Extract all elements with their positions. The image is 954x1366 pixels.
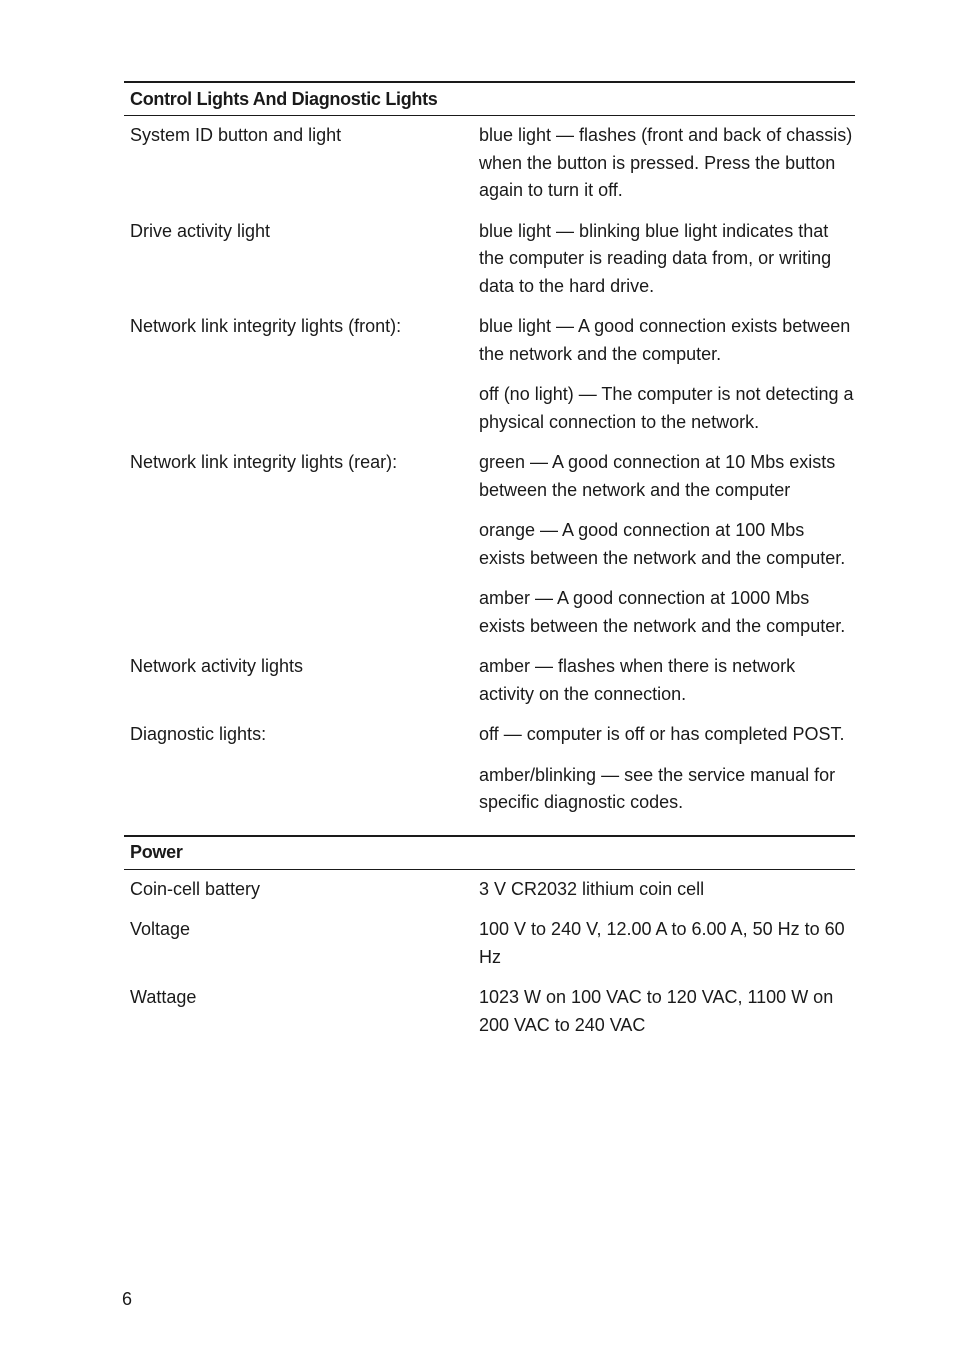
spec-values (479, 449, 855, 640)
spec-row-system-id (124, 122, 855, 205)
spec-values (479, 122, 855, 205)
spec-value: amber/blinking — see the service manual for specific diagnostic codes. (479, 764, 836, 812)
spec-row-voltage (124, 916, 855, 971)
spec-value: 100 V to 240 V, 12.00 A to 6.00 A, 50 Hz to 60 Hz (479, 919, 845, 967)
spec-label: Wattage (130, 987, 197, 1007)
spec-value: 3 V CR2032 lithium coin cell (479, 878, 705, 899)
spec-values (479, 984, 855, 1039)
spec-value: blue light — flashes (front and back of chassis) when the button is pressed. Press the button again to turn it off. (479, 125, 853, 200)
page-number: 6 (122, 1289, 133, 1309)
spec-values (479, 916, 855, 971)
spec-rows (124, 870, 855, 1040)
spec-value: off — computer is off or has completed POST. (479, 724, 845, 744)
spec-value: off (no light) — The computer is not detecting a physical connection to the network. (479, 384, 854, 432)
spec-row-coin-cell (124, 876, 855, 904)
spec-row-drive-activity (124, 218, 855, 301)
spec-value: orange — A good connection at 100 Mbs exists between the network and the computer. (479, 520, 846, 568)
spec-value: blue light — blinking blue light indicates that the computer is reading data from, or writing data to the hard drive. (479, 220, 832, 296)
spec-value: amber — A good connection at 1000 Mbs exists between the network and the computer. (479, 588, 846, 636)
spec-row-network-activity (124, 653, 855, 708)
spec-values (479, 313, 855, 436)
spec-document (124, 81, 855, 1039)
spec-value: blue light — A good connection exists between the network and the computer. (479, 316, 851, 364)
spec-rows (124, 116, 855, 817)
section-control-lights (124, 81, 855, 817)
spec-row-wattage (124, 984, 855, 1039)
spec-row-network-link-front (124, 313, 855, 436)
spec-value: 1023 W on 100 VAC to 120 VAC, 1100 W on 200 VAC to 240 VAC (479, 987, 834, 1035)
spec-values (479, 876, 855, 904)
spec-row-network-link-rear (124, 449, 855, 640)
spec-label: System ID button and light (130, 125, 342, 145)
spec-label: Voltage (130, 919, 191, 939)
spec-row-diagnostic-lights (124, 721, 855, 817)
spec-label: Coin-cell battery (130, 878, 261, 899)
spec-value: green — A good connection at 10 Mbs exists between the network and the computer (479, 452, 836, 500)
spec-values (479, 721, 855, 817)
spec-label: Network activity lights (130, 656, 304, 676)
spec-label: Network link integrity lights (rear): (130, 452, 398, 472)
spec-label: Drive activity light (130, 220, 271, 241)
spec-value: amber — flashes when there is network activity on the connection. (479, 656, 796, 704)
spec-values (479, 218, 855, 301)
section-power (124, 835, 855, 1040)
section-title: Control Lights And Diagnostic Lights (124, 81, 855, 116)
spec-values (479, 653, 855, 708)
section-title: Power (124, 835, 855, 870)
spec-label: Network link integrity lights (front): (130, 316, 402, 336)
spec-label: Diagnostic lights: (130, 724, 267, 744)
